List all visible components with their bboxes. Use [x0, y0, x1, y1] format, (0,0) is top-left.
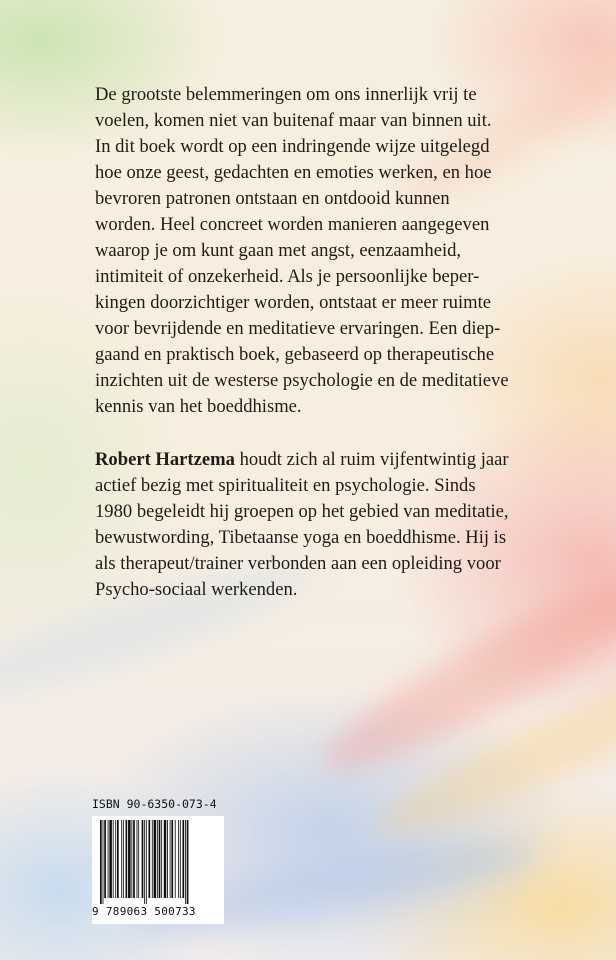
barcode-bar [133, 820, 135, 898]
blurb-line: kingen doorzichtiger worden, ontstaat er meer ruimte [95, 292, 492, 313]
blurb-line: inzichten uit de westerse psychologie en de meditatieve [95, 370, 509, 391]
barcode-bar [154, 820, 157, 898]
blurb-line: worden. Heel concreet worden manieren aangegeven [95, 214, 490, 235]
barcode-bar [123, 820, 124, 898]
barcode-bar [157, 820, 158, 898]
barcode-bar [103, 820, 104, 904]
blurb-line: De grootste belemmeringen om ons innerlijk vrij te [95, 84, 477, 105]
blurb-line: bevroren patronen ontstaan en ontdooid kunnen [95, 188, 450, 209]
isbn-barcode [92, 796, 224, 924]
barcode-bar [171, 820, 173, 898]
barcode-bar [115, 820, 116, 898]
barcode-bar [187, 820, 189, 904]
barcode-digits: 9 789063 500733 [92, 905, 196, 918]
barcode-bar [180, 820, 181, 898]
barcode-bar [178, 820, 179, 898]
bio-first-line [95, 447, 565, 473]
barcode-bar [152, 820, 153, 898]
book-blurb [95, 82, 565, 420]
barcode-bar [100, 820, 102, 904]
blurb-line: intimiteit of onzekerheid. Als je persoonlijke beper- [95, 266, 480, 287]
barcode-bar [148, 820, 150, 898]
barcode-bar [131, 820, 132, 898]
isbn-label: ISBN 90-6350-073-4 [92, 797, 217, 811]
bio-line: actief bezig met spiritualiteit en psychologie. Sinds [95, 475, 476, 496]
barcode-bar [167, 820, 168, 898]
blurb-line: hoe onze geest, gedachten en emoties werken, en hoe [95, 162, 492, 183]
barcode-bar [117, 820, 119, 898]
barcode-bar [164, 820, 167, 898]
blurb-line: gaand en praktisch boek, gebaseerd op therapeutische [95, 344, 495, 365]
bio-line: als therapeut/trainer verbonden aan een opleiding voor [95, 553, 501, 574]
bio-line: 1980 begeleidt hij groepen op het gebied van meditatie, [95, 501, 509, 522]
blurb-line: kennis van het boeddhisme. [95, 396, 302, 417]
barcode-bar [182, 820, 184, 898]
author-name: Robert Hartzema [95, 449, 235, 470]
barcode-bar [175, 820, 176, 898]
barcode-bar [128, 820, 131, 898]
barcode-bar [159, 820, 161, 898]
barcode-bar [144, 820, 145, 904]
barcode-bar [121, 820, 122, 898]
barcode-bar [126, 820, 128, 898]
barcode-bar [113, 820, 114, 898]
blurb-line: waarop je om kunt gaan met angst, eenzaamheid, [95, 240, 462, 261]
blurb-line: voelen, komen niet van buitenaf maar van binnen uit. [95, 110, 492, 131]
barcode-bar [142, 820, 144, 898]
blurb-line: In dit boek wordt op een indringende wijze uitgelegd [95, 136, 490, 157]
blurb-line: voor bevrijdende en meditatieve ervaringen. Een diep- [95, 318, 501, 339]
barcode-bar [161, 820, 162, 898]
barcode-bar [104, 820, 106, 898]
bio-first-line-text: houdt zich al ruim vijfentwintig jaar [234, 449, 509, 470]
barcode-bar [108, 820, 109, 898]
bio-line: bewustwording, Tibetaanse yoga en boeddhisme. Hij is [95, 527, 507, 548]
barcode-bar [137, 820, 138, 898]
barcode-bar [170, 820, 171, 898]
barcode-bars [100, 820, 220, 904]
bio-line: Psycho-sociaal werkenden. [95, 579, 298, 600]
author-bio [95, 447, 565, 603]
barcode-area [92, 816, 224, 924]
barcode-bar [185, 820, 186, 904]
barcode-bar [109, 820, 112, 898]
barcode-bar [146, 820, 147, 904]
barcode-bar [138, 820, 139, 898]
